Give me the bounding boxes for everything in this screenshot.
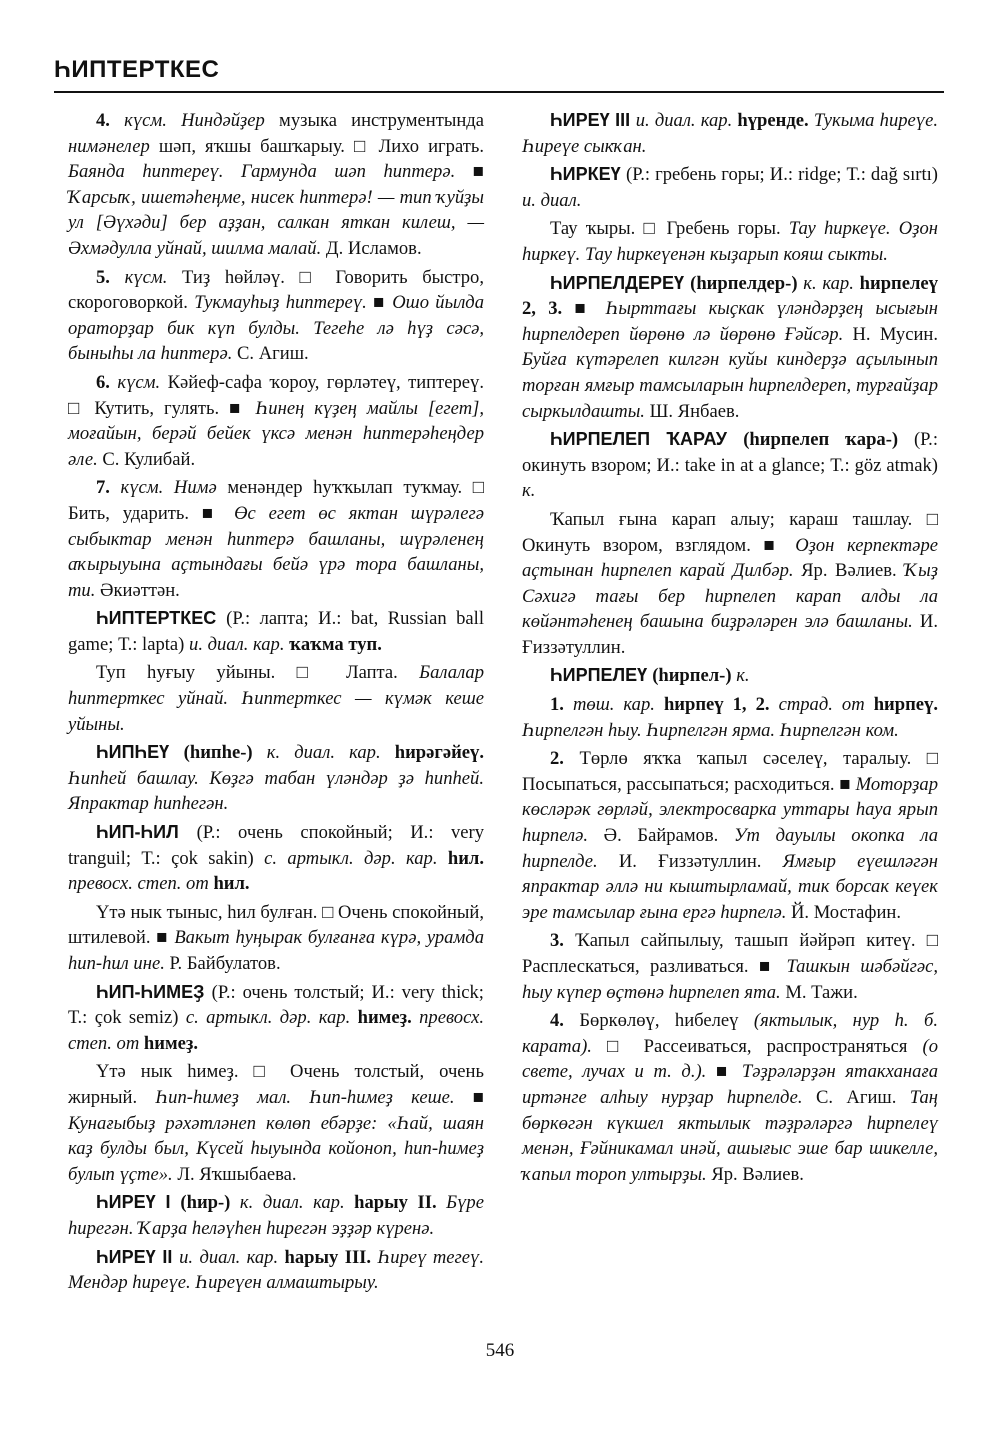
text-run: к. <box>522 480 536 502</box>
text-run: 1. <box>550 694 573 716</box>
text-run: (Р.: окинуть взором; И.: take in at a glance; Т.: göz atmak) <box>522 429 938 476</box>
text-run: Тукыма һиреүе. Һиреүе сыкҡан. <box>522 110 938 157</box>
text-run: превосх. степ. от <box>68 1007 484 1054</box>
dictionary-paragraph <box>68 900 484 977</box>
text-run: Ямғыр еүешләгән япрактар әллә ни кыштырламай, тик борсак кеүек эре тамсылар ғына ергә һирпелә. <box>522 850 938 923</box>
headword: ҺИРЕҮ II <box>96 1246 180 1267</box>
text-run: Ошо йылда ораторҙар бик күп булды. Тегеһе лә һүҙ сәсә, быныһы ла һиптерә. <box>68 292 485 365</box>
text-run: Бөркөлөү, һибелеү <box>579 1010 754 1032</box>
dictionary-paragraph <box>68 475 484 603</box>
text-run: Үтә нык һимеҙ. □ Очень толстый, очень жирный. <box>68 1061 484 1108</box>
text-run: Кунағыбыҙ рәхәтләнеп көлөп ебәрҙе: «Һай, шаян каҙ булды был, Күсей һыуында койоноп, һип-һимеҙ булып үҫте». <box>68 1112 484 1185</box>
text-run: Нимә <box>173 477 228 499</box>
text-run: Ҡапыл сайпылыу, ташып йәйрәп китеү. □ Расплескаться, разливаться. <box>522 930 938 977</box>
text-run: Тау ҡыры. □ Гребень горы. <box>550 218 789 240</box>
text-run: Балалар һиптерткес уйнай. Һиптерткес — күмәк кеше уйыны. <box>68 662 484 735</box>
text-run: с. артыкл. дәр. кар. <box>185 1007 358 1029</box>
text-run: һүренде. <box>737 110 814 131</box>
headword: ҺИРПЕЛЕП ҠАРАУ <box>550 429 744 450</box>
dictionary-paragraph <box>68 108 484 262</box>
text-run: күсм. <box>117 371 168 393</box>
header-rule <box>54 91 944 93</box>
text-run: (һир-) <box>180 1192 240 1214</box>
headword: ҺИРКЕҮ <box>550 164 627 185</box>
text-run: Н. Мусин. <box>852 323 938 345</box>
text-run: Яр. Вәлиев. <box>711 1163 804 1185</box>
text-run: Буйға күтәрелеп килгән куйы киндерҙә аҫылынып торған ямғыр тамсыларын һирпелдереп, турғайҙар сыркылдашты. <box>522 349 938 422</box>
dictionary-paragraph <box>68 265 484 367</box>
right-column <box>522 108 938 1190</box>
dictionary-paragraph <box>68 740 484 817</box>
text-run: И. Ғиззәтуллин. <box>522 611 938 658</box>
text-run: Төрлө яҡҡа ҡапыл сәселеү, таралыу. □ Посыпаться, рассыпаться; расходиться. <box>522 748 938 795</box>
text-run: Моторҙар көсләрәк гөрләй, электросварка уттары һауа ярып һирпелә. <box>522 773 938 847</box>
text-run: и. диал. кар. <box>189 633 290 655</box>
text-run: и. диал. кар. <box>179 1246 285 1268</box>
text-run: ■ <box>574 298 606 320</box>
text-run: Й. Мостафин. <box>791 901 902 923</box>
dictionary-paragraph <box>68 1059 484 1187</box>
text-run: С. Агиш. <box>815 1086 910 1108</box>
dictionary-paragraph <box>68 1245 484 1296</box>
dictionary-paragraph <box>68 660 484 737</box>
dictionary-paragraph <box>522 1008 938 1187</box>
headword: ҺИП-ҺИЛ <box>96 822 197 843</box>
text-run: төш. кар. <box>572 694 664 716</box>
headword: ҺИРПЕЛЕҮ <box>550 665 653 686</box>
text-run: к. диал. кар. <box>266 742 395 764</box>
text-run: превосх. степ. от <box>68 873 214 895</box>
dictionary-paragraph <box>522 928 938 1005</box>
text-run: (Р.: очень толстый; И.: very thick; Т.: çok semiz) <box>68 981 484 1029</box>
text-run: к. диал. кар. <box>239 1192 355 1214</box>
text-run: Ут дауылы окопка ла һирпелде. <box>522 825 938 872</box>
text-run: һирпелеү 2, 3. <box>522 272 938 320</box>
text-run: ■ <box>763 534 796 556</box>
page-number: 546 <box>485 1340 515 1361</box>
text-run: Әкиәттән. <box>100 579 180 601</box>
text-run: ■ <box>839 773 856 795</box>
dictionary-paragraph <box>68 980 484 1057</box>
text-run: Үтә нык тыныс, һил булған. □ Очень спокойный, штилевой. <box>68 901 484 949</box>
text-run: ■ <box>156 927 175 949</box>
text-run: □ Рассеиваться, распространяться <box>606 1035 923 1057</box>
dictionary-paragraph <box>522 663 938 689</box>
text-run: һил. <box>213 873 250 895</box>
text-run: к. кар. <box>803 272 860 294</box>
text-run: ■ <box>472 161 484 183</box>
dictionary-paragraph <box>68 606 484 657</box>
text-run: Һинең күҙең майлы [егет], моғайын, берәй бейек үксә менән һиптерәһеңдер әле. <box>68 397 485 470</box>
dictionary-paragraph <box>522 108 938 159</box>
text-run: С. Кулибай. <box>102 448 196 470</box>
text-run: Ташкын шәбәйгәс, һыу күпер өҫтөнә һирпелеп ята. <box>522 956 938 1003</box>
text-run: Яр. Вәлиев. <box>801 560 905 582</box>
text-run: Туп һуғыу уйыны. □ Лапта. <box>96 662 420 684</box>
text-run: һирпеү 1, 2. <box>663 694 779 716</box>
text-run: ҡаҡма туп. <box>289 633 382 655</box>
text-run: с. артыкл. дәр. кар. <box>264 847 448 869</box>
text-run: Кәйеф-сафа ҡороу, гөрләтеү, типтереү. □ Кутить, гулять. <box>68 371 484 419</box>
text-run: 2. <box>550 748 580 770</box>
text-run: Ҡарсыҡ, ишетәһеңме, нисек һиптерә! — тип ҡуйҙы ул [Әүхәди] бер аҙҙан, салкан яткан килеш, — Әхмәдулла уйнай, шилма малай. <box>68 186 484 259</box>
text-run: Баянда һиптереү. Гармунда шәп һиптерә. <box>68 161 473 183</box>
text-run: ■ <box>201 502 235 524</box>
dictionary-paragraph <box>522 427 938 504</box>
text-run: күсм. <box>124 110 182 131</box>
text-run: музыка инструментында <box>279 110 485 131</box>
text-run: (Р.: лапта; И.: bat, Russian ball game; Т.: lapta) <box>68 608 484 655</box>
left-column <box>68 108 484 1299</box>
text-run: Ә. Байрамов. <box>603 825 734 847</box>
text-run: (яктылык, нур һ. б. карата). <box>522 1010 938 1057</box>
text-run: Тукмауһыҙ һиптереү. <box>194 292 374 314</box>
text-run: менәндер һуҡҡылап туҡмау. □ Бить, ударить. <box>68 477 484 524</box>
headword: ҺИРЕҮ III <box>550 110 636 130</box>
text-run: шәп, яҡшы башҡарыу. □ Лихо играть. <box>158 135 484 157</box>
text-run: С. Агиш. <box>237 343 309 365</box>
text-run: ■ <box>715 1061 742 1083</box>
text-run: ■ <box>373 292 393 314</box>
dictionary-paragraph <box>68 1190 484 1241</box>
dictionary-paragraph <box>522 692 938 743</box>
text-run: һимеҙ. <box>143 1032 198 1054</box>
text-run: Һирпелгән һыу. Һирпелгән ярма. Һирпелгән ком. <box>522 719 899 741</box>
headword: ҺИРПЕЛДЕРЕҮ <box>550 272 691 293</box>
text-run: и. диал. <box>522 189 582 211</box>
text-run: һил. <box>447 847 484 869</box>
text-run: Бүре һирегән. Ҡарҙа һеләүһен һирегән эҙҙәр күренә. <box>68 1192 484 1239</box>
text-run: 4. <box>96 110 125 131</box>
text-run: (Р.: гребень горы; И.: ridge; Т.: dağ sırtı) <box>626 164 938 186</box>
text-run: Тәҙрәләрҙән ятакханаға иртәнге алһыу нурҙар һирпелде. <box>522 1061 939 1108</box>
dictionary-paragraph <box>522 271 938 425</box>
dictionary-paragraph <box>522 162 938 213</box>
text-run: һимеҙ. <box>357 1007 420 1029</box>
dictionary-paragraph <box>522 507 938 661</box>
text-run: Ш. Янбаев. <box>649 400 740 422</box>
text-run: М. Тажи. <box>785 981 858 1003</box>
text-run: Ҡыҙ Сәхигә тағы бер һирпелеп карап алды ла көйәнтәһенең башына биҙрәләрен элә башланы. <box>522 560 938 633</box>
text-run: страд. от <box>778 694 874 716</box>
text-run: 7. <box>96 477 121 499</box>
text-run: Оҙон керпектәре аҫтынан һирпелеп карай Дилбәр. <box>522 534 938 582</box>
running-head: ҺИПТЕРТКЕС <box>54 56 220 83</box>
text-run: Вакыт һуңырак булғанға күрә, урамда һип-һил ине. <box>68 927 485 974</box>
text-run: (о свете, лучах и т. д.). <box>522 1035 938 1083</box>
text-run: Тау һиркеүе. Оҙон һиркеү. Тау һиркеүенән кыҙарып кояш сыкты. <box>522 218 938 265</box>
text-run: нимәнелер <box>68 135 159 157</box>
dictionary-paragraph <box>522 216 938 267</box>
text-run: и. диал. кар. <box>635 110 738 131</box>
text-run: Таң бөркөгән күкшел яктылык тәҙрәләргә һирпелеү менән, Ғәйникамал инәй, ашығыс эше бар шикелле, ҡапыл тороп ултырҙы. <box>522 1086 938 1185</box>
text-run: һарыу II. <box>354 1192 447 1214</box>
text-run: Тиҙ һөйләү. □ Говорить быстро, скороговоркой. <box>68 266 484 314</box>
text-run: 3. <box>550 930 576 952</box>
text-run: Ҡапыл ғына карап алыу; караш ташлау. □ Окинуть взором, взглядом. <box>522 508 938 556</box>
text-run: Һырттағы кыҫкак үләндәрҙең ысығын һирпелдереп йөрөнө лә йөрөнө Ғәйсәр. <box>522 298 939 345</box>
text-run: ■ <box>758 956 787 977</box>
text-run: күсм. <box>124 266 182 288</box>
text-run: Д. Исламов. <box>325 237 422 259</box>
text-run: Һип-һимеҙ мал. Һип-һимеҙ кеше. <box>155 1086 473 1108</box>
text-run: (һирпел-) <box>652 665 737 687</box>
text-run: Ниндәйҙер <box>181 110 280 131</box>
text-run: (һирпелеп ҡара-) <box>743 429 914 451</box>
text-run: 4. <box>550 1010 580 1032</box>
text-run: ■ <box>229 397 256 419</box>
text-run: (Р.: очень спокойный; И.: very tranguil; Т.: çok sakin) <box>68 822 484 869</box>
text-run: күсм. <box>120 477 174 499</box>
text-run: Л. Яҡшыбаева. <box>177 1163 297 1185</box>
text-run: (һирпелдер-) <box>690 272 804 294</box>
dictionary-paragraph <box>68 370 484 472</box>
text-run: Һипһей башлау. Көҙгә табан үләндәр ҙә һипһей. Япрактар һипһегән. <box>68 767 484 815</box>
text-run: 5. <box>96 266 125 288</box>
text-run: к. <box>736 665 750 687</box>
text-run: Р. Байбулатов. <box>169 953 281 974</box>
text-run: һирәгәйеү. <box>394 742 484 764</box>
text-run: Өс егет өс яктан шүрәлегә сыбыктар менән һиптерә башланы, шүрәленең аҡырыуына аҫтындағы бейә үрә тора башланы, ти. <box>68 502 484 601</box>
headword: ҺИПТЕРТКЕС <box>96 608 227 629</box>
text-run: һарыу III. <box>284 1246 378 1268</box>
headword: ҺИРЕҮ I <box>96 1192 181 1213</box>
text-run: (һипһе-) <box>183 742 267 764</box>
text-run: И. Ғиззәтуллин. <box>618 850 783 872</box>
dictionary-paragraph <box>522 746 938 925</box>
text-run: Һиреү тегеү. Мендәр һиреүе. Һиреүен алмаштырыу. <box>68 1246 484 1294</box>
text-run: ■ <box>472 1086 484 1108</box>
headword: ҺИП-ҺИМЕҘ <box>96 981 212 1002</box>
text-run: һирпеү. <box>873 694 939 716</box>
dictionary-paragraph <box>68 820 484 897</box>
headword: ҺИПҺЕҮ <box>96 742 184 763</box>
text-run: 6. <box>96 371 118 393</box>
